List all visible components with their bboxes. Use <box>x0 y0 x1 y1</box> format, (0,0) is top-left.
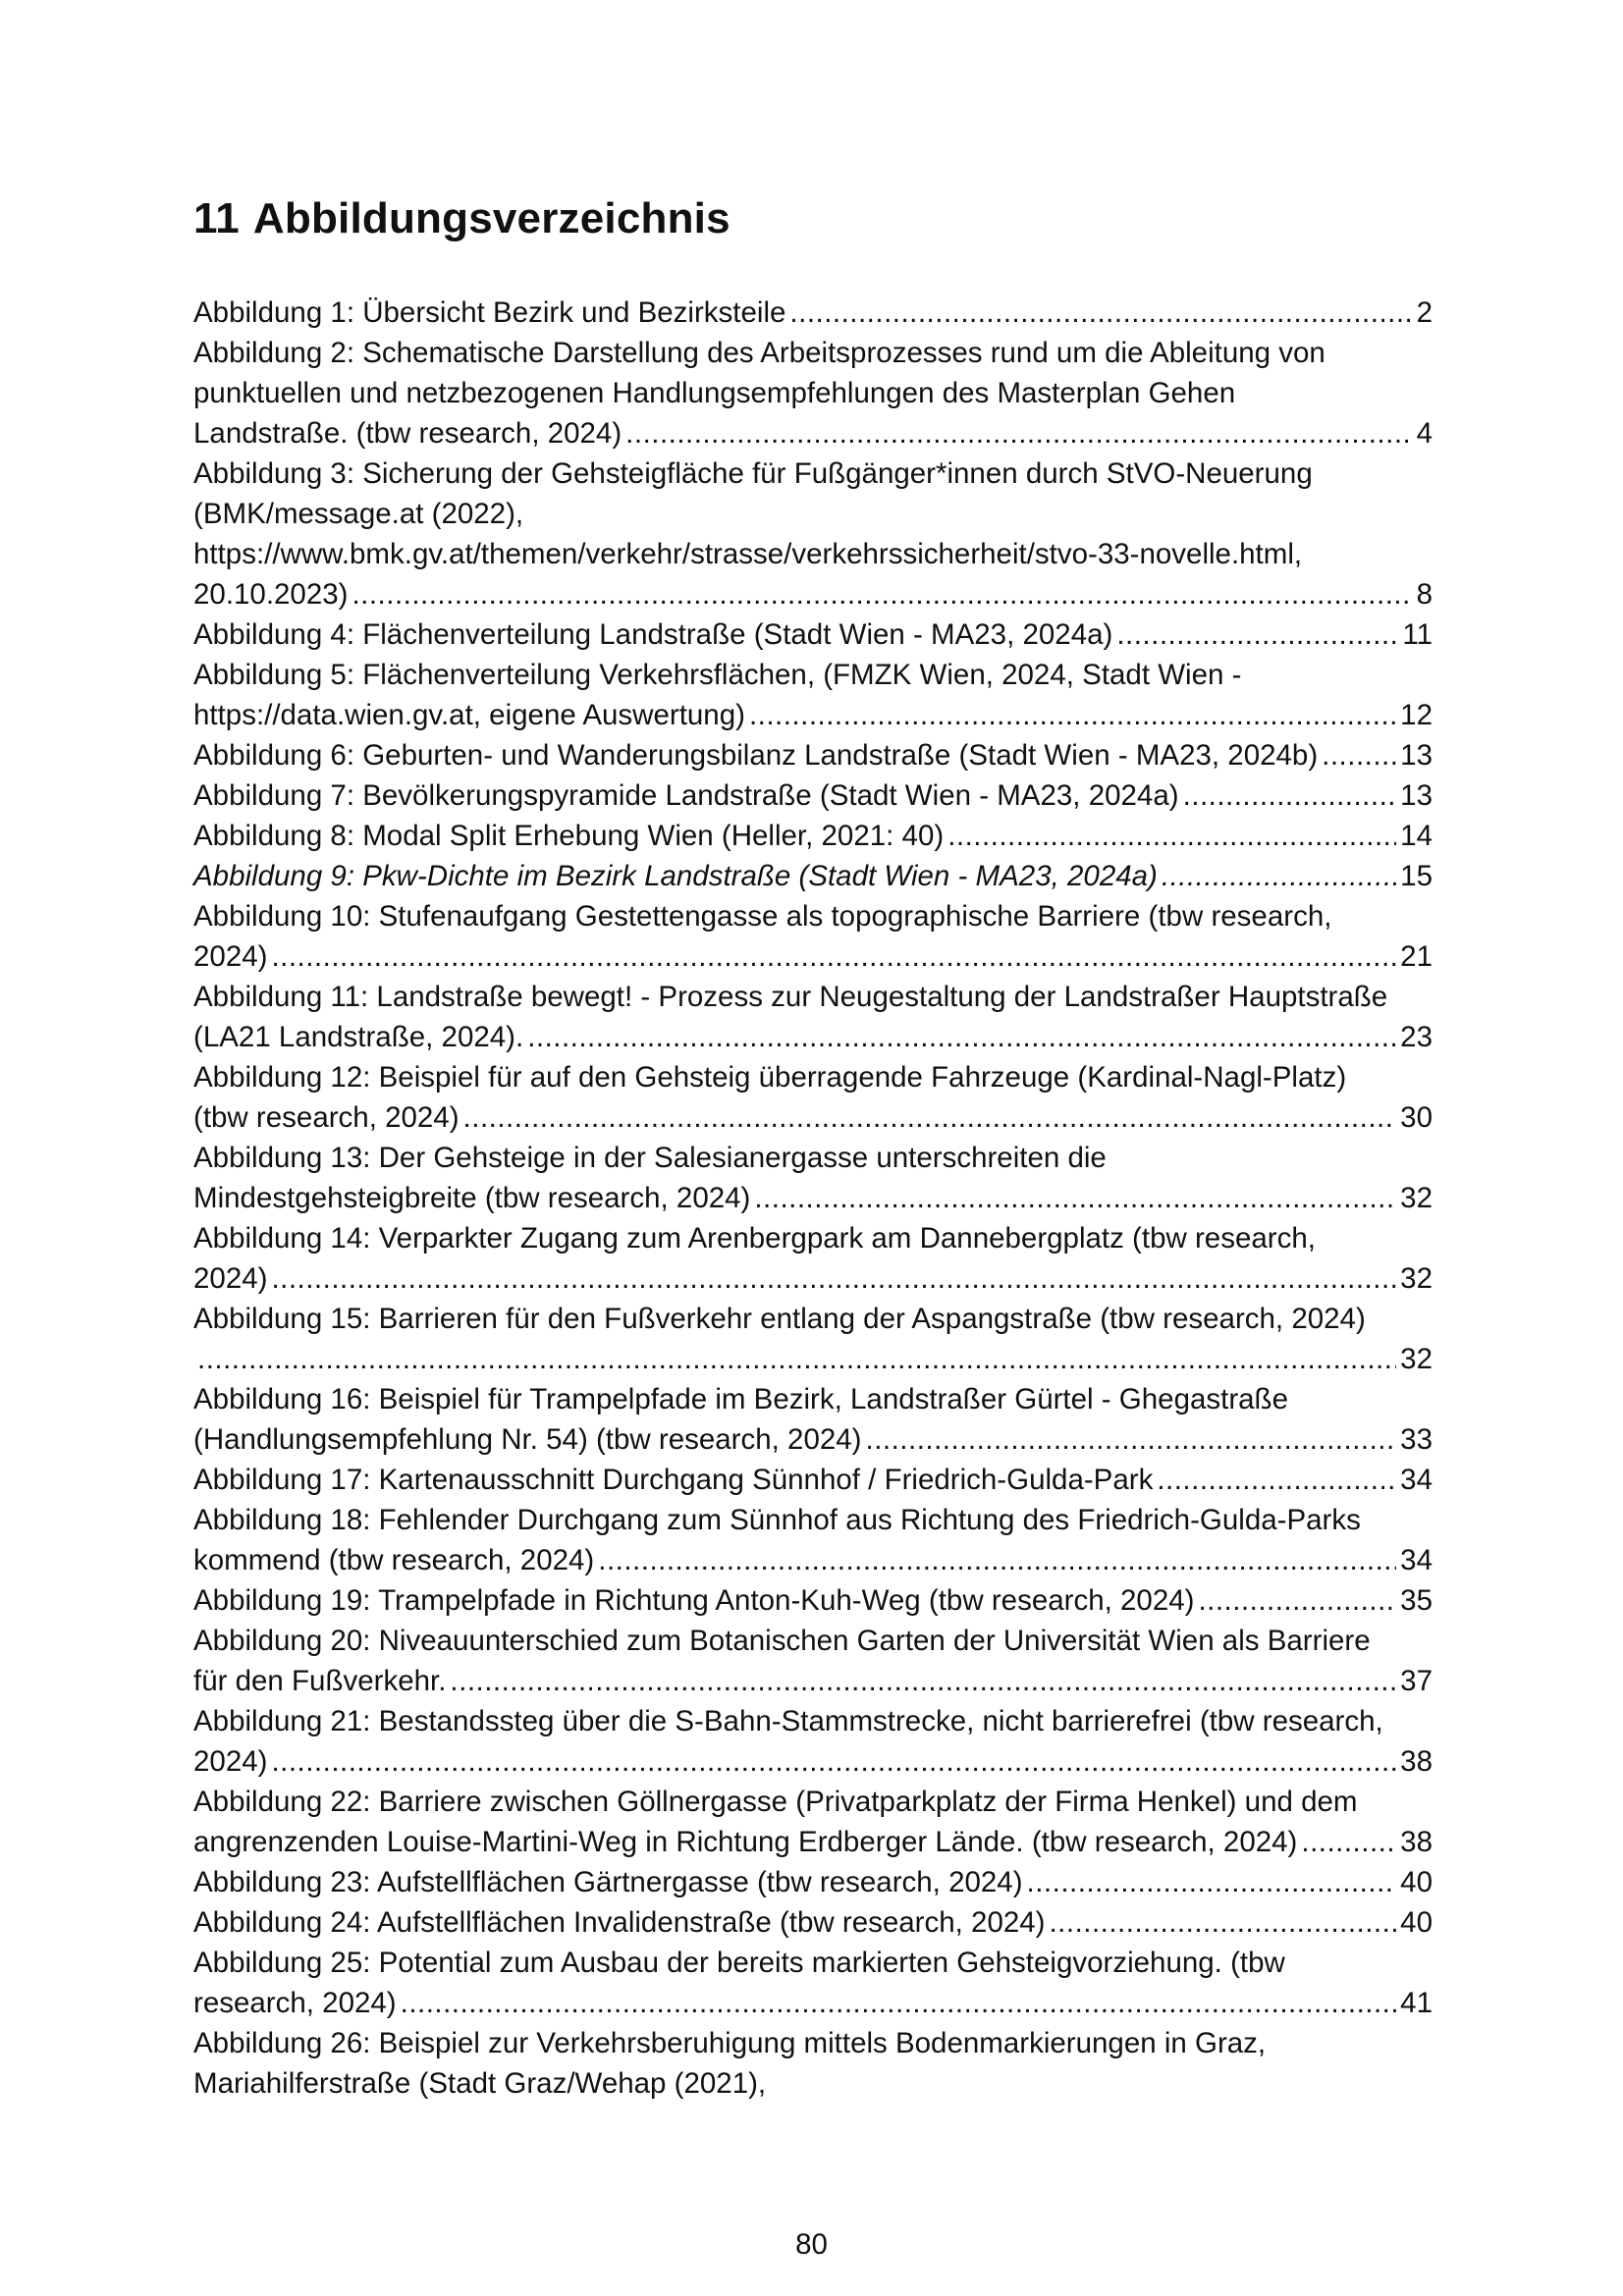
figure-entry[interactable] <box>193 614 1433 655</box>
figure-entry-text: Abbildung 8: Modal Split Erhebung Wien (Heller, 2021: 40) <box>193 820 945 852</box>
figure-entry-text: Abbildung 16: Beispiel für Trampelpfade im Bezirk, Landstraßer Gürtel - Ghegastraße <box>193 1383 1288 1415</box>
figure-entry-text: Abbildung 13: Der Gehsteige in der Salesianergasse unterschreiten die <box>193 1142 1107 1174</box>
figure-page-number: 4 <box>1416 417 1433 450</box>
dot-leader <box>271 1258 1396 1299</box>
figure-entry-text: Landstraße. (tbw research, 2024) <box>193 417 622 450</box>
figure-entry-last-line <box>193 735 1433 775</box>
figure-entry-text: 2024) <box>193 1262 268 1295</box>
dot-leader <box>1116 614 1398 655</box>
figure-page-number: 38 <box>1400 1826 1433 1858</box>
figure-entry[interactable] <box>193 1862 1433 1902</box>
figure-entry[interactable] <box>193 1460 1433 1500</box>
figure-page-number: 38 <box>1400 1745 1433 1778</box>
section-number: 11 <box>193 194 240 242</box>
figure-entry-last-line <box>193 293 1433 333</box>
figure-page-number: 37 <box>1400 1665 1433 1697</box>
figure-entry[interactable] <box>193 1500 1433 1580</box>
figure-entry-text: Abbildung 7: Bevölkerungspyramide Landstraße (Stadt Wien - MA23, 2024a) <box>193 779 1179 812</box>
figure-entry[interactable] <box>193 333 1433 454</box>
figure-entry-last-line <box>193 1741 1433 1782</box>
page-number: 80 <box>795 2228 828 2261</box>
figure-entry-text: Abbildung 25: Potential zum Ausbau der bereits markierten Gehsteigvorziehung. (tbw <box>193 1947 1285 1979</box>
dot-leader <box>401 1983 1397 2023</box>
figure-page-number: 21 <box>1400 940 1433 973</box>
figure-entry[interactable] <box>193 454 1433 614</box>
dot-leader <box>450 1661 1396 1701</box>
dot-leader <box>1198 1580 1396 1621</box>
dot-leader <box>749 695 1396 735</box>
figure-page-number: 13 <box>1400 779 1433 812</box>
figure-page-number: 33 <box>1400 1423 1433 1456</box>
figure-entry-text: Abbildung 14: Verparkter Zugang zum Arenbergpark am Dannebergplatz (tbw research, <box>193 1222 1316 1255</box>
figure-entry[interactable] <box>193 856 1433 896</box>
figure-entry-last-line <box>193 816 1433 856</box>
dot-leader <box>1183 775 1397 816</box>
figure-entry-text: Abbildung 11: Landstraße bewegt! - Prozess zur Neugestaltung der Landstraßer Hauptstraße <box>193 981 1388 1013</box>
figure-entry-text: Abbildung 1: Übersicht Bezirk und Bezirksteile <box>193 296 786 329</box>
figure-entry-last-line <box>193 1902 1433 1943</box>
dot-leader <box>625 413 1412 454</box>
figure-page-number: 2 <box>1416 296 1433 329</box>
figure-entry-text: 2024) <box>193 1745 268 1778</box>
dot-leader <box>866 1419 1397 1460</box>
figure-entry-text: Abbildung 22: Barriere zwischen Göllnergasse (Privatparkplatz der Firma Henkel) und dem <box>193 1786 1358 1818</box>
figure-entry[interactable] <box>193 977 1433 1057</box>
figure-page-number: 11 <box>1402 618 1433 651</box>
figure-page-number: 8 <box>1416 578 1433 611</box>
figure-entry-last-line <box>193 1822 1433 1862</box>
figure-entry[interactable] <box>193 1138 1433 1218</box>
figure-entry-text: Abbildung 17: Kartenausschnitt Durchgang Sünnhof / Friedrich-Gulda-Park <box>193 1464 1154 1496</box>
figure-entry-text: https://data.wien.gv.at, eigene Auswertung) <box>193 699 745 731</box>
figure-page-number: 32 <box>1400 1182 1433 1214</box>
figure-page-number: 14 <box>1400 820 1433 852</box>
figure-entry[interactable] <box>193 775 1433 816</box>
figure-entry-last-line <box>193 775 1433 816</box>
figure-entry[interactable] <box>193 1218 1433 1299</box>
figure-entry-last-line <box>193 856 1433 896</box>
figure-entry-text: Abbildung 3: Sicherung der Gehsteigfläche für Fußgänger*innen durch StVO-Neuerung <box>193 457 1313 490</box>
figure-entry-last-line <box>193 574 1433 614</box>
dot-leader <box>754 1178 1396 1218</box>
figure-entry-text: (tbw research, 2024) <box>193 1101 460 1134</box>
figure-entry[interactable] <box>193 735 1433 775</box>
figure-entry-text: punktuellen und netzbezogenen Handlungsempfehlungen des Masterplan Gehen <box>193 377 1236 409</box>
figure-entry-last-line <box>193 413 1433 454</box>
dot-leader <box>527 1017 1396 1057</box>
figure-entry[interactable] <box>193 293 1433 333</box>
figure-entry-text: Abbildung 10: Stufenaufgang Gestettengasse als topographische Barriere (tbw research, <box>193 900 1332 933</box>
figure-entry[interactable] <box>193 1701 1433 1782</box>
figure-entry[interactable] <box>193 816 1433 856</box>
figure-entry-text: Abbildung 23: Aufstellflächen Gärtnergasse (tbw research, 2024) <box>193 1866 1023 1898</box>
figure-entry[interactable] <box>193 2023 1433 2104</box>
figure-entry-text: Abbildung 24: Aufstellflächen Invalidenstraße (tbw research, 2024) <box>193 1906 1046 1939</box>
figure-entry[interactable] <box>193 1902 1433 1943</box>
section-heading <box>193 194 730 243</box>
figure-entry-text: Abbildung 21: Bestandssteg über die S-Bahn-Stammstrecke, nicht barrierefrei (tbw research, <box>193 1705 1383 1737</box>
figure-entry-last-line <box>193 936 1433 977</box>
dot-leader <box>271 936 1396 977</box>
figure-entry-last-line <box>193 614 1433 655</box>
figure-entry[interactable] <box>193 1299 1433 1379</box>
figure-page-number: 15 <box>1400 860 1433 892</box>
figure-entry[interactable] <box>193 1580 1433 1621</box>
figure-entry[interactable] <box>193 1057 1433 1138</box>
figure-page-number: 23 <box>1400 1021 1433 1053</box>
figure-entry-last-line <box>193 1339 1433 1379</box>
dot-leader <box>1162 856 1396 896</box>
figure-entry-last-line <box>193 1017 1433 1057</box>
dot-leader <box>1049 1902 1396 1943</box>
dot-leader <box>789 293 1412 333</box>
figure-entry-last-line <box>193 1178 1433 1218</box>
figure-entry[interactable] <box>193 1782 1433 1862</box>
figure-entry-text: 2024) <box>193 940 268 973</box>
figure-page-number: 12 <box>1400 699 1433 731</box>
figure-entry-text: Abbildung 15: Barrieren für den Fußverkehr entlang der Aspangstraße (tbw research, 2024) <box>193 1303 1366 1335</box>
figure-page-number: 32 <box>1400 1343 1433 1375</box>
figure-entry-last-line <box>193 1862 1433 1902</box>
figure-entry-last-line <box>193 1460 1433 1500</box>
figure-entry-text: angrenzenden Louise-Martini-Weg in Richtung Erdberger Lände. (tbw research, 2024) <box>193 1826 1298 1858</box>
dot-leader <box>271 1741 1396 1782</box>
dot-leader <box>463 1097 1397 1138</box>
figure-page-number: 41 <box>1400 1987 1433 2019</box>
figure-entry-text: Abbildung 4: Flächenverteilung Landstraße (Stadt Wien - MA23, 2024a) <box>193 618 1113 651</box>
figure-list <box>193 293 1433 2104</box>
dot-leader <box>1322 735 1396 775</box>
figure-entry[interactable] <box>193 896 1433 977</box>
figure-entry-text: Abbildung 6: Geburten- und Wanderungsbilanz Landstraße (Stadt Wien - MA23, 2024b) <box>193 739 1319 772</box>
figure-entry-last-line <box>193 1419 1433 1460</box>
figure-entry[interactable] <box>193 655 1433 735</box>
figure-entry-text: Abbildung 12: Beispiel für auf den Gehsteig überragende Fahrzeuge (Kardinal-Nagl-Platz) <box>193 1061 1347 1094</box>
figure-page-number: 30 <box>1400 1101 1433 1134</box>
figure-entry-text: Abbildung 2: Schematische Darstellung des Arbeitsprozesses rund um die Ableitung von <box>193 337 1325 369</box>
figure-entry-last-line <box>193 1983 1433 2023</box>
figure-entry-text: 20.10.2023) <box>193 578 349 611</box>
figure-page-number: 34 <box>1400 1544 1433 1576</box>
figure-entry-text: Abbildung 9: Pkw-Dichte im Bezirk Landstraße (Stadt Wien - MA23, 2024a) <box>193 860 1158 892</box>
dot-leader <box>197 1339 1396 1379</box>
section-title: Abbildungsverzeichnis <box>252 194 730 242</box>
figure-entry-text: Abbildung 5: Flächenverteilung Verkehrsflächen, (FMZK Wien, 2024, Stadt Wien - <box>193 659 1242 691</box>
dot-leader <box>352 574 1412 614</box>
figure-entry-text: Abbildung 20: Niveauunterschied zum Botanischen Garten der Universität Wien als Barriere <box>193 1625 1371 1657</box>
dot-leader <box>1027 1862 1397 1902</box>
figure-entry-text: Abbildung 26: Beispiel zur Verkehrsberuhigung mittels Bodenmarkierungen in Graz, <box>193 2027 1267 2059</box>
figure-entry[interactable] <box>193 1943 1433 2023</box>
figure-entry-text: Mariahilferstraße (Stadt Graz/Wehap (2021), <box>193 2067 767 2100</box>
figure-entry-last-line <box>193 1258 1433 1299</box>
figure-page-number: 35 <box>1400 1584 1433 1617</box>
figure-page-number: 34 <box>1400 1464 1433 1496</box>
figure-entry-text: (BMK/message.at (2022), <box>193 498 524 530</box>
figure-entry-text: Mindestgehsteigbreite (tbw research, 2024) <box>193 1182 751 1214</box>
figure-page-number: 40 <box>1400 1866 1433 1898</box>
dot-leader <box>598 1540 1396 1580</box>
figure-page-number: 32 <box>1400 1262 1433 1295</box>
figure-entry-last-line <box>193 1580 1433 1621</box>
figure-entry-text: für den Fußverkehr. <box>193 1665 447 1697</box>
figure-entry-last-line <box>193 1097 1433 1138</box>
figure-entry-last-line <box>193 695 1433 735</box>
figure-entry-text: kommend (tbw research, 2024) <box>193 1544 595 1576</box>
figure-page-number: 40 <box>1400 1906 1433 1939</box>
figure-entry-text: https://www.bmk.gv.at/themen/verkehr/strasse/verkehrssicherheit/stvo-33-novelle.html, <box>193 538 1303 570</box>
figure-entry-text: research, 2024) <box>193 1987 397 2019</box>
dot-leader <box>1157 1460 1396 1500</box>
figure-entry[interactable] <box>193 1379 1433 1460</box>
figure-entry[interactable] <box>193 1621 1433 1701</box>
figure-entry-text: Abbildung 19: Trampelpfade in Richtung Anton-Kuh-Weg (tbw research, 2024) <box>193 1584 1195 1617</box>
figure-entry-text: (Handlungsempfehlung Nr. 54) (tbw research, 2024) <box>193 1423 862 1456</box>
figure-entry-last-line <box>193 1661 1433 1701</box>
figure-entry-text: (LA21 Landstraße, 2024). <box>193 1021 524 1053</box>
dot-leader <box>1301 1822 1396 1862</box>
dot-leader <box>947 816 1396 856</box>
figure-page-number: 13 <box>1400 739 1433 772</box>
figure-entry-text: Abbildung 18: Fehlender Durchgang zum Sünnhof aus Richtung des Friedrich-Gulda-Parks <box>193 1504 1361 1536</box>
figure-entry-last-line <box>193 1540 1433 1580</box>
